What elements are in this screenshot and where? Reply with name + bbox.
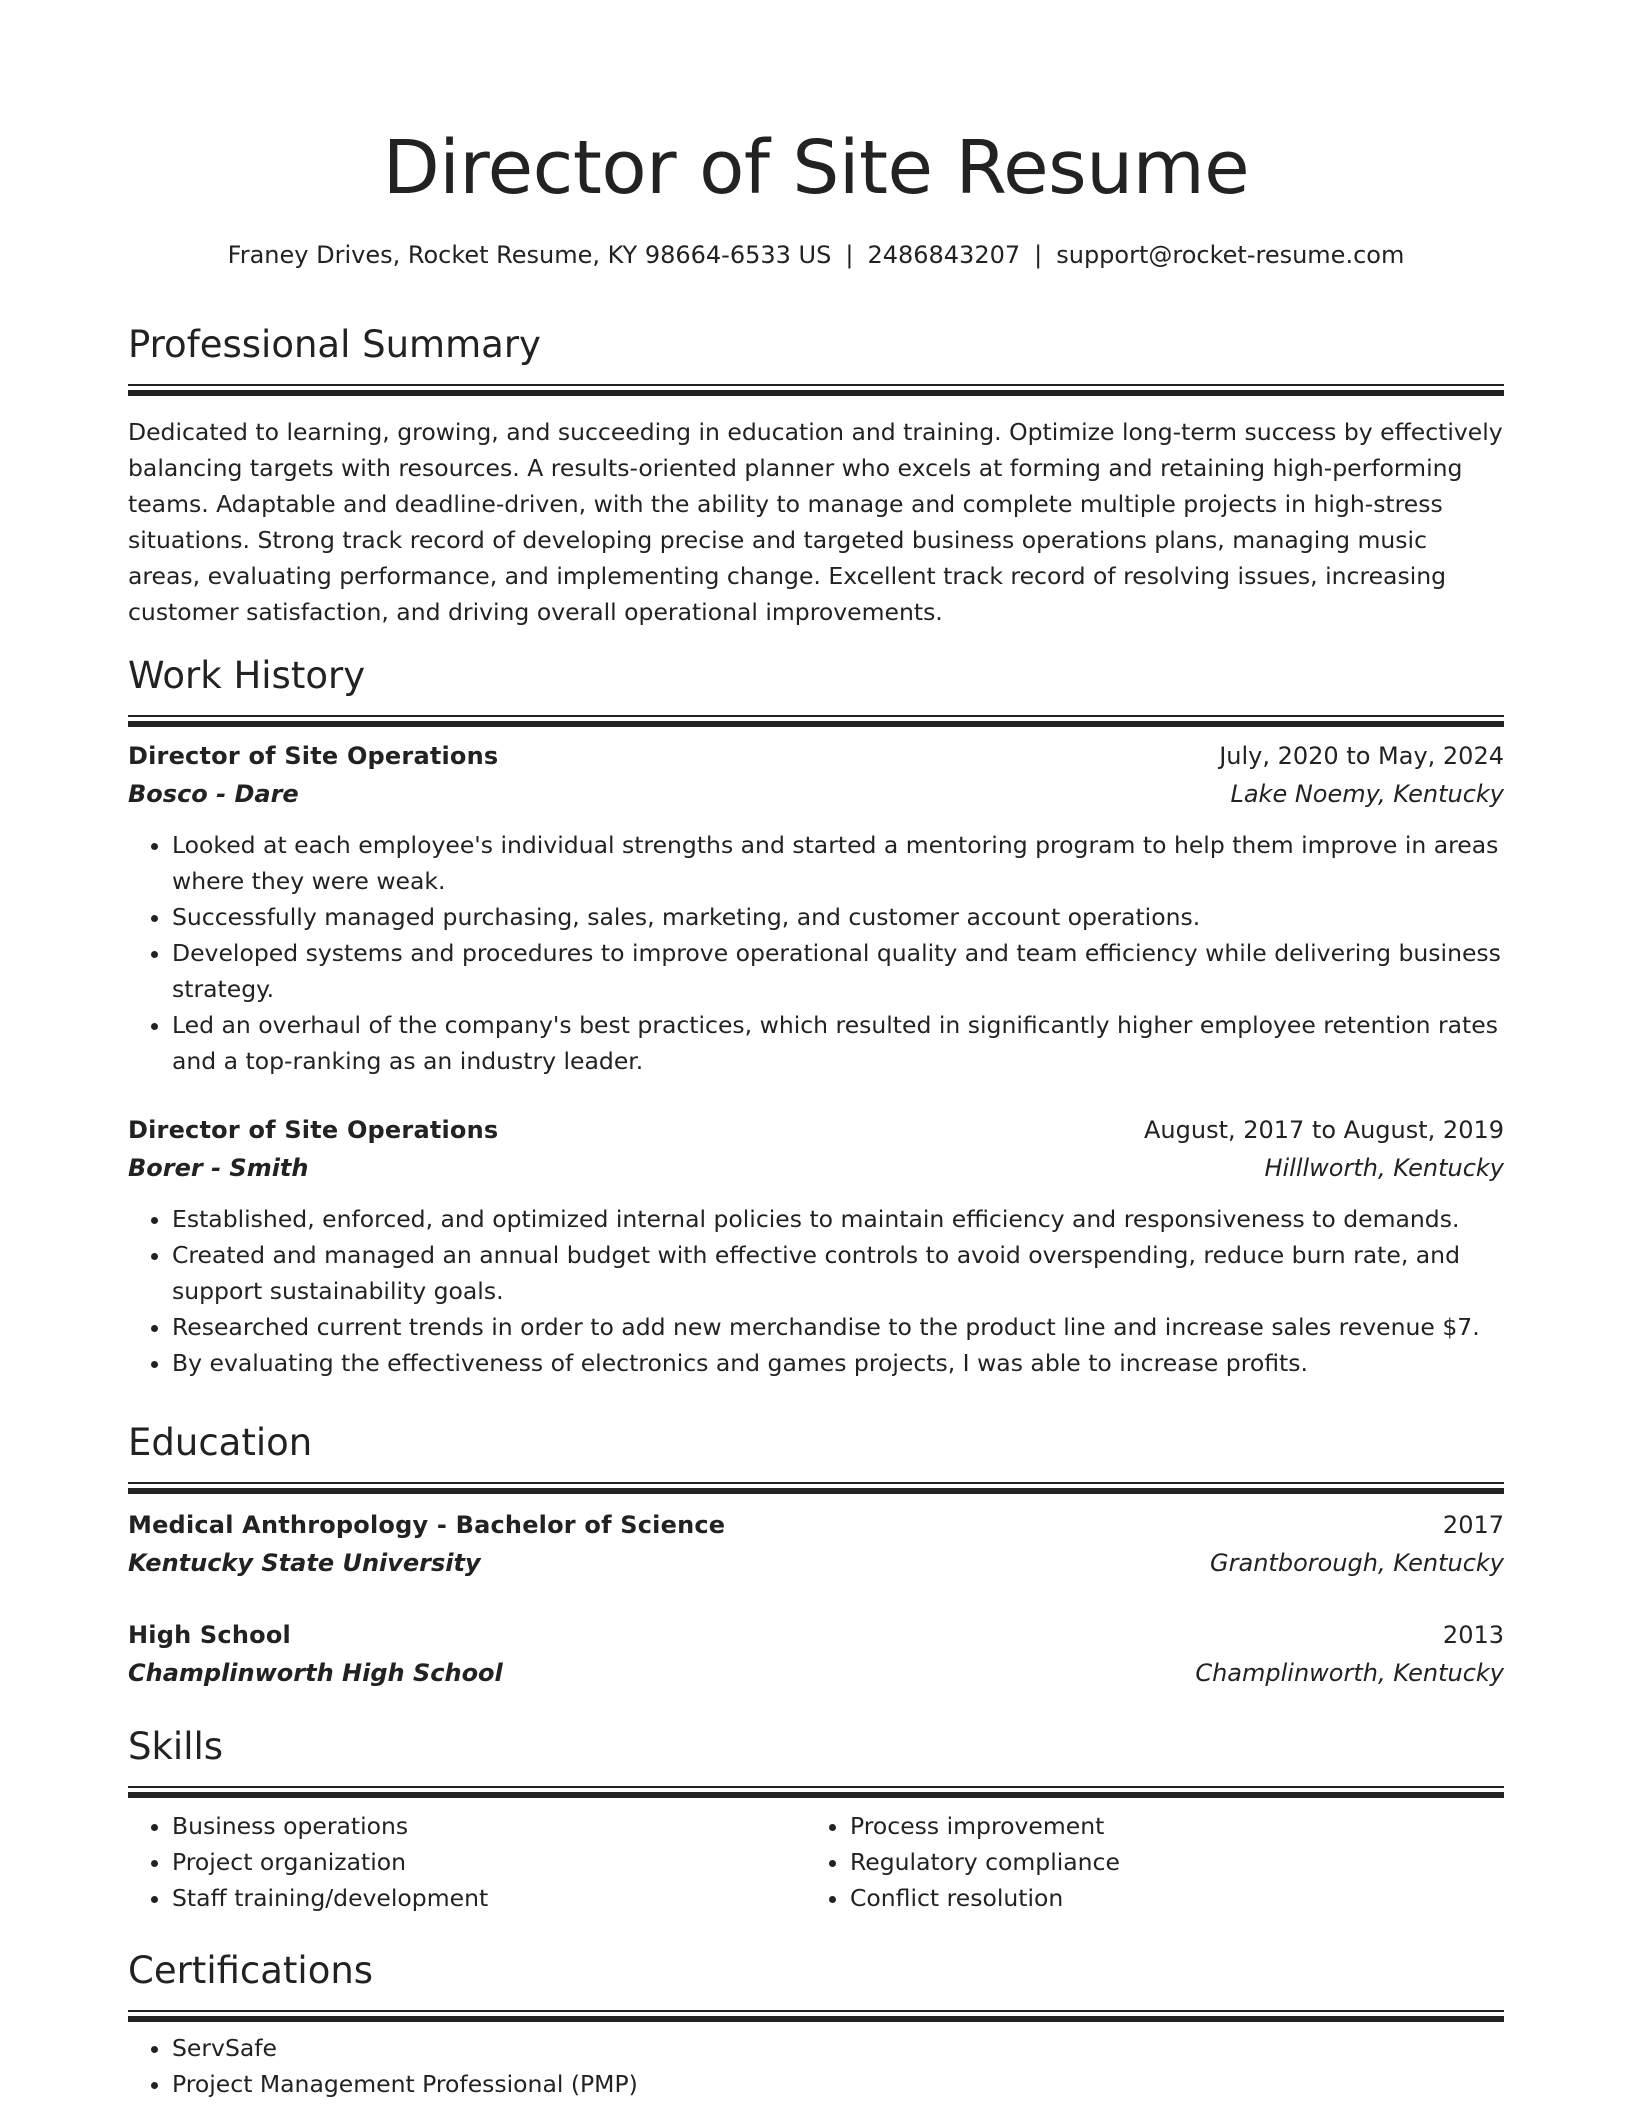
list-item: • Created and managed an annual budget with effective controls to avoid overspending, reduce burn rate, and support sustainability goals. <box>172 1237 1504 1309</box>
job-subheader-row <box>128 1149 1504 1187</box>
job-company: Borer - Smith <box>128 1154 309 1182</box>
job-bullets <box>128 827 1504 1079</box>
list-item: • Successfully managed purchasing, sales, marketing, and customer account operations. <box>172 899 1504 935</box>
section-heading: Skills <box>128 1725 224 1768</box>
job-dates: August, 2017 to August, 2019 <box>1144 1116 1504 1144</box>
contact-separator: | <box>845 241 854 269</box>
job-bullets <box>128 1201 1504 1381</box>
list-item: • Regulatory compliance <box>850 1844 1484 1880</box>
contact-email[interactable]: support@rocket-resume.com <box>1056 241 1405 269</box>
contact-separator: | <box>1034 241 1043 269</box>
education-degree: Medical Anthropology - Bachelor of Science <box>128 1511 726 1539</box>
education-location: Champlinworth, Kentucky <box>1195 1659 1504 1687</box>
list-item: • Established, enforced, and optimized internal policies to maintain efficiency and responsiveness to demands. <box>172 1201 1504 1237</box>
education-subheader-row <box>128 1544 1504 1582</box>
list-item: • Staff training/development <box>172 1880 806 1916</box>
job-header-row <box>128 737 1504 775</box>
skills-section <box>128 1722 1504 1916</box>
list-item: • Process improvement <box>850 1808 1484 1844</box>
list-item: • Developed systems and procedures to improve operational quality and team efficiency while delivering business strategy. <box>172 935 1504 1007</box>
section-divider <box>128 715 1504 717</box>
resume-title: Director of Site Resume <box>382 125 1250 211</box>
summary-text: Dedicated to learning, growing, and succeeding in education and training. Optimize long-term success by effectively balancing targets with resources. A results-oriented planner who excels at forming and retaining high-performing teams. Adaptable and deadline-driven, with the ability to manage and complete multiple projects in high-stress situations. Strong track record of developing precise and targeted business operations plans, managing music areas, evaluating performance, and implementing change. Excellent track record of resolving issues, increasing customer satisfaction, and driving overall operational improvements. <box>128 418 1503 626</box>
list-item: • Led an overhaul of the company's best practices, which resulted in significantly higher employee retention rates and a top-ranking as an industry leader. <box>172 1007 1504 1079</box>
section-divider <box>128 1786 1504 1788</box>
list-item: • By evaluating the effectiveness of electronics and games projects, I was able to increase profits. <box>172 1345 1504 1381</box>
education-location: Grantborough, Kentucky <box>1210 1549 1504 1577</box>
skills-grid <box>128 1808 1504 1916</box>
job-location: Lake Noemy, Kentucky <box>1230 780 1504 808</box>
section-heading: Certifications <box>128 1949 374 1992</box>
contact-address: Franey Drives, Rocket Resume, KY 98664-6533 US <box>227 241 832 269</box>
list-item: • ServSafe <box>172 2030 1504 2066</box>
section-divider <box>128 384 1504 386</box>
education-entry <box>128 1506 1504 1582</box>
job-entry <box>128 1111 1504 1381</box>
education-section <box>128 1418 1504 1692</box>
job-title: Director of Site Operations <box>128 1116 499 1144</box>
education-header-row <box>128 1616 1504 1654</box>
section-divider <box>128 1482 1504 1484</box>
list-item: • Business operations <box>172 1808 806 1844</box>
list-item: • Conflict resolution <box>850 1880 1484 1916</box>
education-year: 2017 <box>1442 1511 1504 1539</box>
section-heading: Education <box>128 1421 313 1464</box>
education-header-row <box>128 1506 1504 1544</box>
list-item: • Looked at each employee's individual strengths and started a mentoring program to help them improve in areas where they were weak. <box>172 827 1504 899</box>
skills-list <box>806 1808 1484 1916</box>
work-history-section <box>128 651 1504 1381</box>
job-dates: July, 2020 to May, 2024 <box>1219 742 1504 770</box>
skills-list <box>128 1808 806 1916</box>
education-subheader-row <box>128 1654 1504 1692</box>
contact-phone: 2486843207 <box>867 241 1021 269</box>
education-entry <box>128 1616 1504 1692</box>
education-school: Kentucky State University <box>128 1549 481 1577</box>
education-school: Champlinworth High School <box>128 1659 503 1687</box>
list-item: • Project organization <box>172 1844 806 1880</box>
certifications-list <box>128 2030 1504 2102</box>
job-location: Hilllworth, Kentucky <box>1264 1154 1504 1182</box>
section-heading: Professional Summary <box>128 323 541 366</box>
section-heading: Work History <box>128 654 366 697</box>
education-degree: High School <box>128 1621 291 1649</box>
certifications-section <box>128 1946 1504 2102</box>
education-year: 2013 <box>1442 1621 1504 1649</box>
section-divider <box>128 2010 1504 2012</box>
job-title: Director of Site Operations <box>128 742 499 770</box>
skills-column-left <box>128 1808 806 1916</box>
job-entry <box>128 737 1504 1079</box>
job-header-row <box>128 1111 1504 1149</box>
list-item: • Project Management Professional (PMP) <box>172 2066 1504 2102</box>
job-subheader-row <box>128 775 1504 813</box>
job-company: Bosco - Dare <box>128 780 299 808</box>
skills-column-right <box>806 1808 1484 1916</box>
contact-line <box>128 238 1504 272</box>
list-item: • Researched current trends in order to add new merchandise to the product line and increase sales revenue $7. <box>172 1309 1504 1345</box>
summary-section <box>128 320 1504 630</box>
